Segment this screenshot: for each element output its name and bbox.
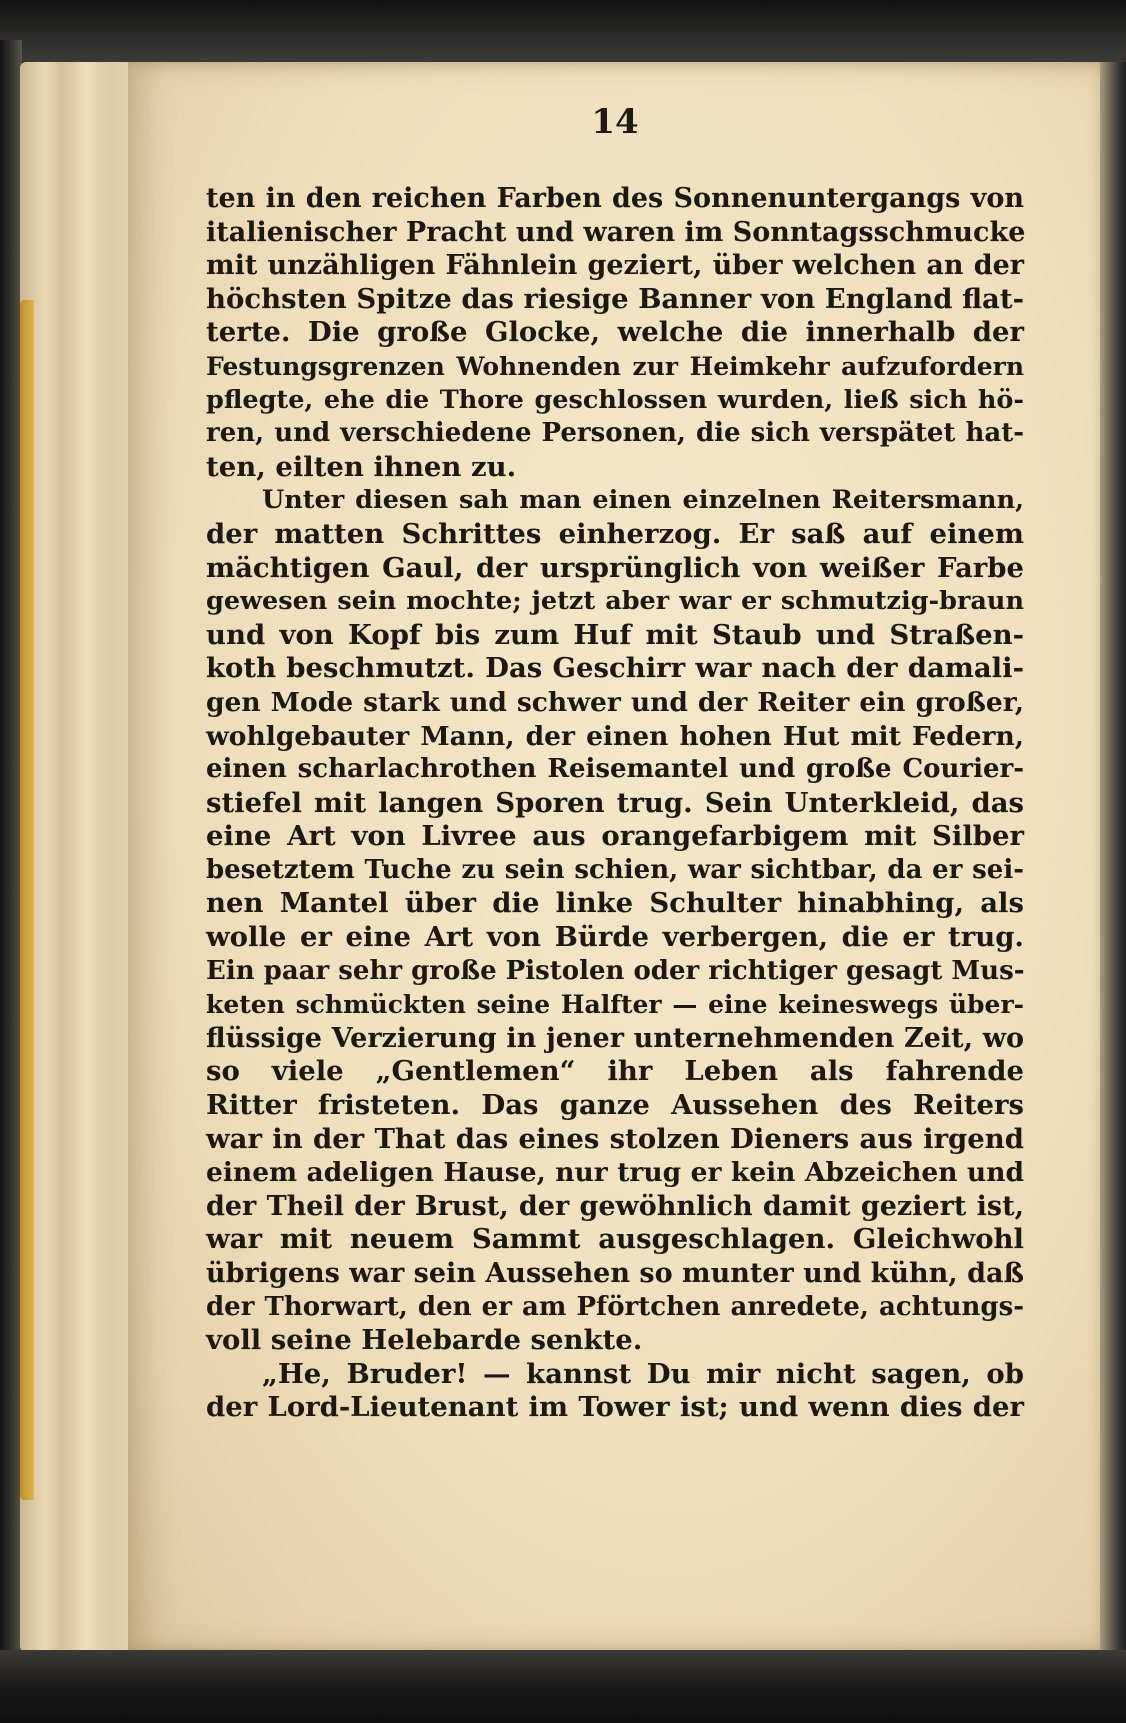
text-line: ten, eilten ihnen zu.: [206, 450, 517, 483]
text-line: wohlgebauter Mann, der einen hohen Hut mit Federn,: [206, 720, 1024, 752]
text-line: italienischer Pracht und waren im Sonntagsschmucke: [206, 216, 1026, 248]
text-line: war mit neuem Sammt ausgeschlagen. Gleichwohl: [206, 1223, 1024, 1256]
text-line: mit unzähligen Fähnlein geziert, über welchen an der: [206, 250, 1024, 282]
book-cover-bottom: [0, 1650, 1126, 1723]
text-line: ren, und verschiedene Personen, die sich verspätet hat-: [206, 418, 1024, 449]
text-line: Ein paar sehr große Pistolen oder richtiger gesagt Mus-: [206, 955, 1025, 986]
text-line: Unter diesen sah man einen einzelnen Reitersmann,: [262, 485, 1024, 516]
page-stack-left: [20, 62, 140, 1652]
text-line: flüssige Verzierung in jener unternehmenden Zeit, wo: [206, 1022, 1024, 1054]
text-line: voll seine Helebarde senkte.: [206, 1324, 643, 1357]
text-line: so viele „Gentlemen“ ihr Leben als fahrende: [206, 1055, 1024, 1088]
text-line: „He, Bruder! — kannst Du mir nicht sagen, ob: [262, 1357, 1024, 1390]
text-line: mächtigen Gaul, der ursprünglich von weißer Farbe: [206, 551, 1024, 584]
text-line: der Thorwart, den er am Pförtchen anredete, achtungs-: [206, 1291, 1024, 1322]
text-line: der matten Schrittes einherzog. Er saß auf einem: [206, 517, 1024, 550]
text-line: nen Mantel über die linke Schulter hinabhing, als: [206, 887, 1024, 920]
text-line: keten schmückten seine Halfter — eine keineswegs über-: [206, 990, 1024, 1020]
text-line: stiefel mit langen Sporen trug. Sein Unterkleid, das: [206, 786, 1024, 819]
text-line: der Theil der Brust, der gewöhnlich damit geziert ist,: [206, 1190, 1024, 1222]
text-line: eine Art von Livree aus orangefarbigem mit Silber: [206, 820, 1024, 853]
text-line: höchsten Spitze das riesige Banner von England flat-: [206, 282, 1024, 315]
text-line: gen Mode stark und schwer und der Reiter ein großer,: [206, 686, 1024, 718]
page-edge-tab: [20, 300, 34, 1500]
text-line: gewesen sein mochte; jetzt aber war er schmutzig-braun: [206, 586, 1024, 617]
text-line: wolle er eine Art von Bürde verbergen, die er trug.: [206, 921, 1024, 954]
text-line: der Lord-Lieutenant im Tower ist; und wenn dies der: [206, 1391, 1024, 1424]
text-line: einem adeligen Hause, nur trug er kein Abzeichen und: [206, 1157, 1024, 1189]
text-line: koth beschmutzt. Das Geschirr war nach der damali-: [206, 652, 1024, 685]
text-line: pflegte, ehe die Thore geschlossen wurden, ließ sich hö-: [206, 384, 1024, 415]
text-line: Ritter fristeten. Das ganze Aussehen des Reiters: [206, 1089, 1024, 1122]
text-line: war in der That das eines stolzen Dieners aus irgend: [206, 1122, 1024, 1155]
text-line: terte. Die große Glocke, welche die innerhalb der: [206, 316, 1024, 349]
text-line: besetztem Tuche zu sein schien, war sichtbar, da er sei-: [206, 854, 1024, 885]
text-line: ten in den reichen Farben des Sonnenuntergangs von: [206, 183, 1024, 214]
text-line: und von Kopf bis zum Huf mit Staub und Straßen-: [206, 618, 1024, 651]
book-cover-right-edge: [1100, 62, 1126, 1652]
page-text: [206, 182, 1024, 1425]
text-line: Festungsgrenzen Wohnenden zur Heimkehr aufzufordern: [206, 351, 1024, 381]
page-number: 14: [591, 102, 639, 142]
book-spine: [0, 40, 22, 1680]
book-cover-top: [0, 0, 1126, 62]
text-line: übrigens war sein Aussehen so munter und kühn, daß: [206, 1258, 1024, 1289]
text-line: einen scharlachrothen Reisemantel und große Courier-: [206, 754, 1024, 785]
